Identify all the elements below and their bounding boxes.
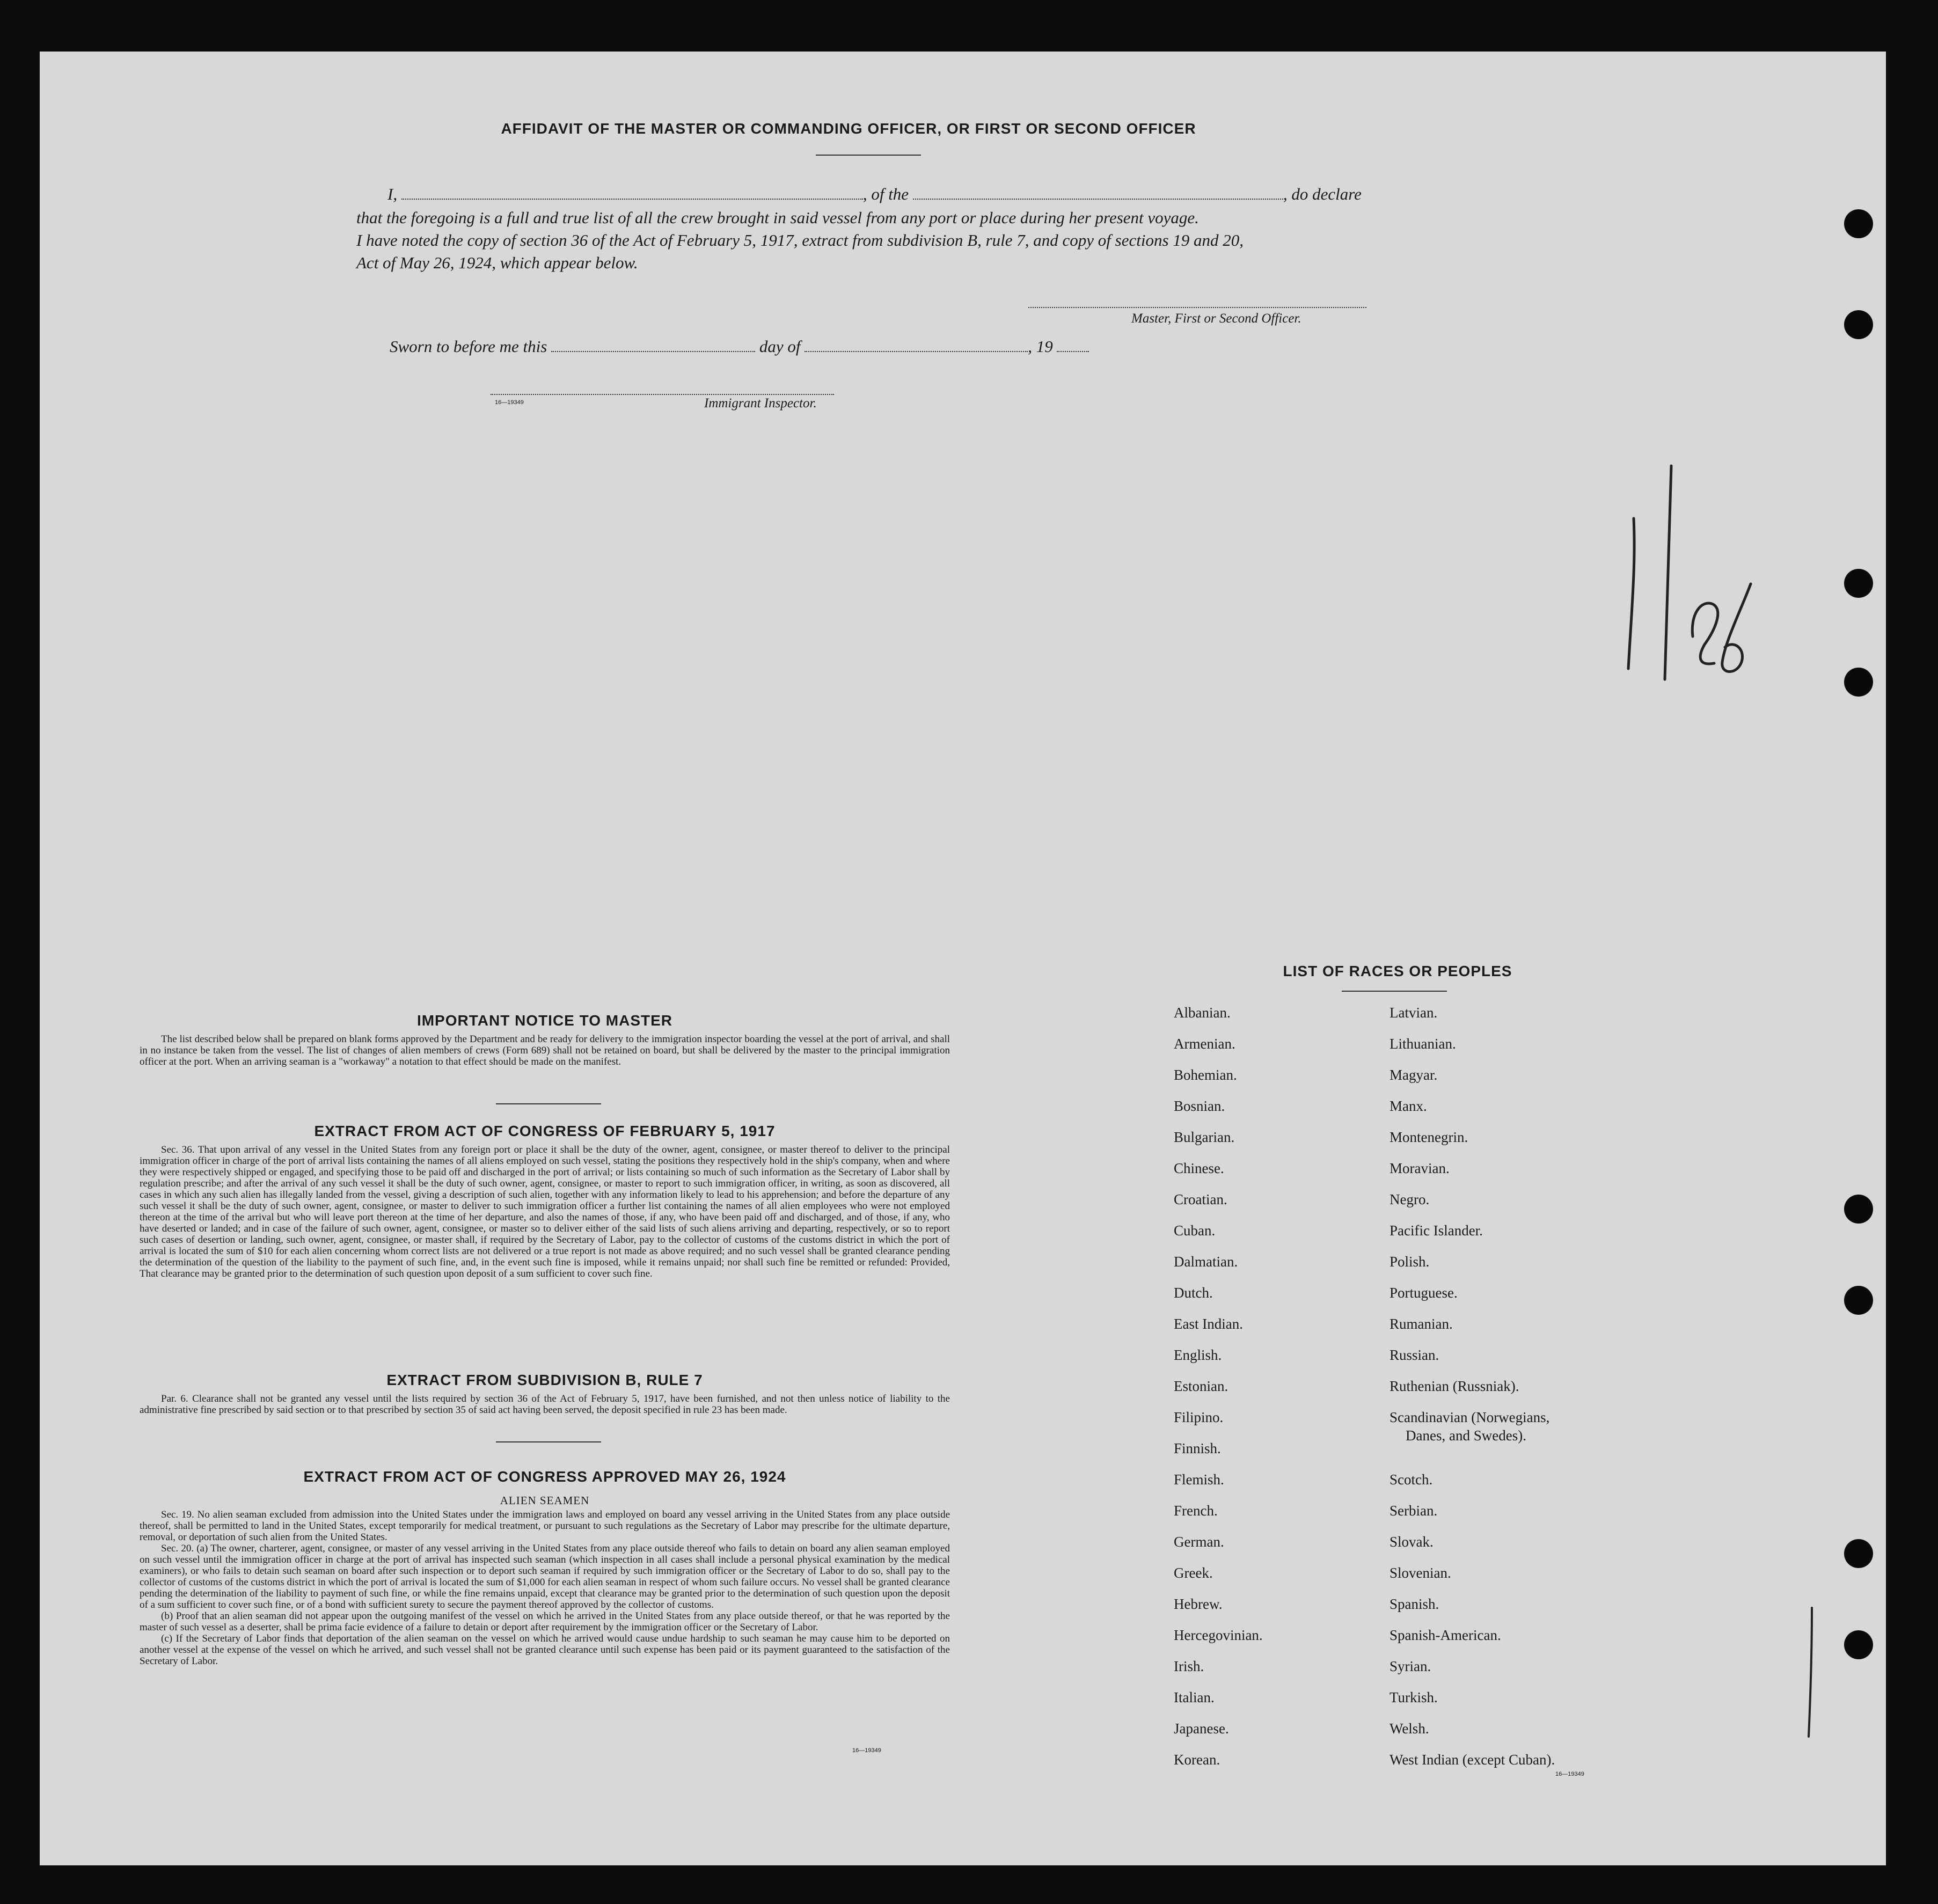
- sec-20b-paragraph: (b) Proof that an alien seaman did not appear upon the outgoing manifest of the vessel on which he arrived in the United States from any place outside thereof, or that he was reported by the master of such vessel as a deserter, shall be prima facie evidence of a failure to detain or deport after requirement by the immigration officer or the Secretary of Labor.: [140, 1610, 950, 1633]
- race-right-item: Pacific Islander.: [1389, 1222, 1483, 1239]
- race-left-item: German.: [1174, 1534, 1224, 1550]
- race-left-item: Armenian.: [1174, 1036, 1235, 1052]
- race-right-item: Slovenian.: [1389, 1565, 1451, 1581]
- notice-body: The list described below shall be prepared on blank forms approved by the Department and be ready for delivery to the immigration inspector boarding the vessel at the port of arrival, and shall in no instance be taken from the vessel. The list of changes of alien members of crews (Form 689) shall not be retained on board, but shall be delivered by the master to the principal immigration officer at the port. When an arriving seaman is a "workaway" a notation to that effect should be made on the manifest.: [140, 1034, 950, 1067]
- handwritten-mark: [1800, 1602, 1822, 1742]
- extract-form-number: 16—19349: [852, 1747, 881, 1754]
- race-left-item: Hercegovinian.: [1174, 1627, 1263, 1643]
- extract-1924-subtitle: ALIEN SEAMEN: [500, 1494, 590, 1507]
- affidavit-do-declare: , do declare: [1283, 185, 1362, 203]
- affidavit-form-number: 16—19349: [495, 399, 524, 406]
- race-right-item: Scotch.: [1389, 1471, 1433, 1488]
- sec-20c-paragraph: (c) If the Secretary of Labor finds that deportation of the alien seaman on the vessel on which he arrived would cause undue hardship to such seaman he may cause him to be deported on another vessel at the expense of the vessel on which he arrived, and such vessel shall not be granted clearance until such expense has been paid or its payment guaranteed to the satisfaction of the Secretary of Labor.: [140, 1633, 950, 1667]
- race-right-item: Magyar.: [1389, 1067, 1438, 1083]
- extract-1917-title: EXTRACT FROM ACT OF CONGRESS OF FEBRUARY 5, 1917: [314, 1123, 776, 1139]
- binder-hole: [1844, 1630, 1873, 1659]
- notice-rule: [496, 1103, 601, 1104]
- binder-hole: [1844, 569, 1873, 598]
- binder-hole: [1844, 209, 1873, 238]
- race-right-item: Syrian.: [1389, 1658, 1431, 1674]
- race-left-item: East Indian.: [1174, 1316, 1243, 1332]
- inspector-label: Immigrant Inspector.: [704, 396, 817, 411]
- race-right-item: Welsh.: [1389, 1720, 1429, 1737]
- binder-hole: [1844, 310, 1873, 339]
- document-page: [40, 52, 1886, 1865]
- race-right-item: Portuguese.: [1389, 1285, 1458, 1301]
- handwritten-annotation: [1580, 459, 1763, 695]
- race-left-item: Italian.: [1174, 1689, 1215, 1705]
- race-left-item: Bosnian.: [1174, 1098, 1225, 1114]
- extract-1924-sections: [140, 1509, 950, 1667]
- race-right-item: West Indian (except Cuban).: [1389, 1752, 1555, 1768]
- sworn-year-blank: [1057, 348, 1089, 352]
- race-right-item: Turkish.: [1389, 1689, 1438, 1705]
- races-title: LIST OF RACES OR PEOPLES: [1283, 963, 1512, 979]
- race-right-item: Lithuanian.: [1389, 1036, 1456, 1052]
- race-right-item: Danes, and Swedes).: [1406, 1427, 1526, 1444]
- race-left-item: Irish.: [1174, 1658, 1204, 1674]
- affidavit-line-4: Act of May 26, 1924, which appear below.: [356, 253, 638, 272]
- race-right-item: Manx.: [1389, 1098, 1427, 1114]
- sec-19-paragraph: Sec. 19. No alien seaman excluded from admission into the United States under the immigration laws and employed on board any vessel arriving in the United States from any place outside thereof, shall be permitted to land in the United States, except temporarily for medical treatment, or pursuant to such regulations as the Secretary of Labor may prescribe for the ultimate departure, removal, or deportation of such alien from the United States.: [140, 1509, 950, 1543]
- extract-1924-title: EXTRACT FROM ACT OF CONGRESS APPROVED MAY 26, 1924: [303, 1468, 786, 1485]
- race-right-item: Scandinavian (Norwegians,: [1389, 1409, 1550, 1425]
- sworn-line: [390, 337, 1089, 356]
- race-right-item: Spanish-American.: [1389, 1627, 1501, 1643]
- race-right-item: Serbian.: [1389, 1503, 1438, 1519]
- race-left-item: Croatian.: [1174, 1191, 1227, 1207]
- race-left-item: Filipino.: [1174, 1409, 1224, 1425]
- signature-blank-line: [1028, 304, 1366, 308]
- race-left-item: Estonian.: [1174, 1378, 1228, 1394]
- rule-7-rule: [496, 1441, 601, 1442]
- race-right-item: Latvian.: [1389, 1005, 1438, 1021]
- sworn-day-blank: [551, 348, 755, 352]
- race-right-item: Rumanian.: [1389, 1316, 1453, 1332]
- binder-hole: [1844, 1195, 1873, 1224]
- race-right-item: Montenegrin.: [1389, 1129, 1468, 1145]
- race-left-item: Bulgarian.: [1174, 1129, 1235, 1145]
- sec-20a-paragraph: Sec. 20. (a) The owner, charterer, agent, consignee, or master of any vessel arriving in the United States from any place outside thereof who fails to detain on board any alien seaman employed on such vessel until the immigration officer in charge at the port of arrival has inspected such seaman (which inspection in all cases shall include a personal physical examination by the medical examiners), or who fails to detain such seaman on board after such inspection or to deport such seaman if required by such immigration officer or the Secretary of Labor to do so, shall pay to the collector of customs of the customs district in which the port of arrival is located the sum of $1,000 for each alien seaman in respect of whom such failure occurs. No vessel shall be granted clearance pending the determination of the liability to payment of such fine, or while the fine remains unpaid, except that clearance may be granted prior to the determination of such question upon the deposit of a sum sufficient to cover such fine, or of a bond with sufficient surety to secure the payment thereof approved by the collector of customs.: [140, 1543, 950, 1610]
- race-right-item: Spanish.: [1389, 1596, 1439, 1612]
- rule-7-title: EXTRACT FROM SUBDIVISION B, RULE 7: [386, 1372, 703, 1388]
- sworn-month-blank: [805, 348, 1028, 352]
- race-left-item: Chinese.: [1174, 1160, 1224, 1176]
- vessel-blank-line: [913, 195, 1283, 200]
- affidavit-line-1: [387, 185, 1362, 204]
- affidavit-title: AFFIDAVIT OF THE MASTER OR COMMANDING OFFICER, OR FIRST OR SECOND OFFICER: [501, 120, 1196, 137]
- name-blank-line: [401, 195, 863, 200]
- race-right-item: Slovak.: [1389, 1534, 1434, 1550]
- race-left-item: Greek.: [1174, 1565, 1213, 1581]
- rule-7-body: Par. 6. Clearance shall not be granted any vessel until the lists required by section 36 of the Act of February 5, 1917, have been furnished, and not then unless notice of liability to the administrative fine prescribed by said section or to that prescribed by section 35 of said act having been served, the deposit specified in rule 23 has been made.: [140, 1393, 950, 1416]
- extract-1917-body: Sec. 36. That upon arrival of any vessel in the United States from any foreign port or place it shall be the duty of the owner, agent, consignee, or master thereof to deliver to the principal immigration officer in charge of the port of arrival lists containing the names of all aliens employed on such vessel, stating the positions they respectively hold in the ship's company, when and where they were respectively shipped or engaged, and specifying those to be paid off and discharged in the port of arrival; or lists containing so much of such information as the Secretary of Labor shall by regulation prescribe; and after the arrival of any such vessel it shall be the duty of such owner, agent, consignee, or master to report to such immigration officer, in writing, as soon as discovered, all cases in which any such alien has illegally landed from the vessel, giving a description of such alien, together with any information likely to lead to his apprehension; and before the departure of any such vessel it shall be the duty of such owner, agent, consignee, or master to deliver to such immigration officer a further list containing the names of all alien employees who were not employed thereon at the time of the arrival but who will leave port thereon at the time of her departure, and also the names of those, if any, who have been paid off and discharged, and of those, if any, who have deserted or landed; and in case of the failure of such owner, agent, consignee, or master so to deliver either of the said lists of such aliens arriving and departing, respectively, or so to report such cases of desertion or landing, such owner, agent, consignee, or master shall, if required by the Secretary of Labor, pay to the collector of customs of the customs district in which the port of arrival is located the sum of $10 for each alien concerning whom correct lists are not delivered or a true report is not made as above required; and no such vessel shall be granted clearance pending the determination of the question of the liability to the payment of such fine, and, in the event such fine is imposed, while it remains unpaid; nor shall such fine be remitted or refunded: Provided, That clearance may be granted prior to the determination of such question upon deposit of a sum sufficient to cover such fine.: [140, 1144, 950, 1279]
- affidavit-title-rule: [816, 155, 921, 156]
- race-left-item: Hebrew.: [1174, 1596, 1223, 1612]
- affidavit-line-3: I have noted the copy of section 36 of the Act of February 5, 1917, extract from subdivision B, rule 7, and copy of sections 19 and 20,: [356, 231, 1244, 250]
- race-left-item: Dutch.: [1174, 1285, 1213, 1301]
- race-right-item: Polish.: [1389, 1254, 1430, 1270]
- signature-label: Master, First or Second Officer.: [1131, 311, 1301, 326]
- race-left-item: French.: [1174, 1503, 1218, 1519]
- binder-hole: [1844, 1539, 1873, 1568]
- race-left-item: Bohemian.: [1174, 1067, 1237, 1083]
- race-left-item: Flemish.: [1174, 1471, 1224, 1488]
- race-right-item: Ruthenian (Russniak).: [1389, 1378, 1519, 1394]
- race-right-item: Moravian.: [1389, 1160, 1450, 1176]
- sworn-year: , 19: [1028, 337, 1053, 356]
- binder-hole: [1844, 1286, 1873, 1315]
- race-right-item: Negro.: [1389, 1191, 1430, 1207]
- affidavit-i: I,: [387, 185, 398, 203]
- race-left-item: Cuban.: [1174, 1222, 1216, 1239]
- race-left-item: Japanese.: [1174, 1720, 1229, 1737]
- race-left-item: Korean.: [1174, 1752, 1220, 1768]
- affidavit-line-2: that the foregoing is a full and true list of all the crew brought in said vessel from any port or place during her present voyage.: [356, 208, 1199, 227]
- binder-hole: [1844, 668, 1873, 697]
- race-left-item: English.: [1174, 1347, 1222, 1363]
- race-left-item: Dalmatian.: [1174, 1254, 1238, 1270]
- race-left-item: Finnish.: [1174, 1440, 1221, 1456]
- races-form-number: 16—19349: [1555, 1771, 1584, 1777]
- race-right-item: Russian.: [1389, 1347, 1439, 1363]
- race-left-item: Albanian.: [1174, 1005, 1231, 1021]
- sworn-prefix: Sworn to before me this: [390, 337, 547, 356]
- races-title-rule: [1342, 991, 1447, 992]
- inspector-blank-line: [491, 391, 834, 395]
- notice-title: IMPORTANT NOTICE TO MASTER: [416, 1012, 673, 1029]
- affidavit-of-the: , of the: [862, 185, 909, 203]
- sworn-day-of: day of: [759, 337, 801, 356]
